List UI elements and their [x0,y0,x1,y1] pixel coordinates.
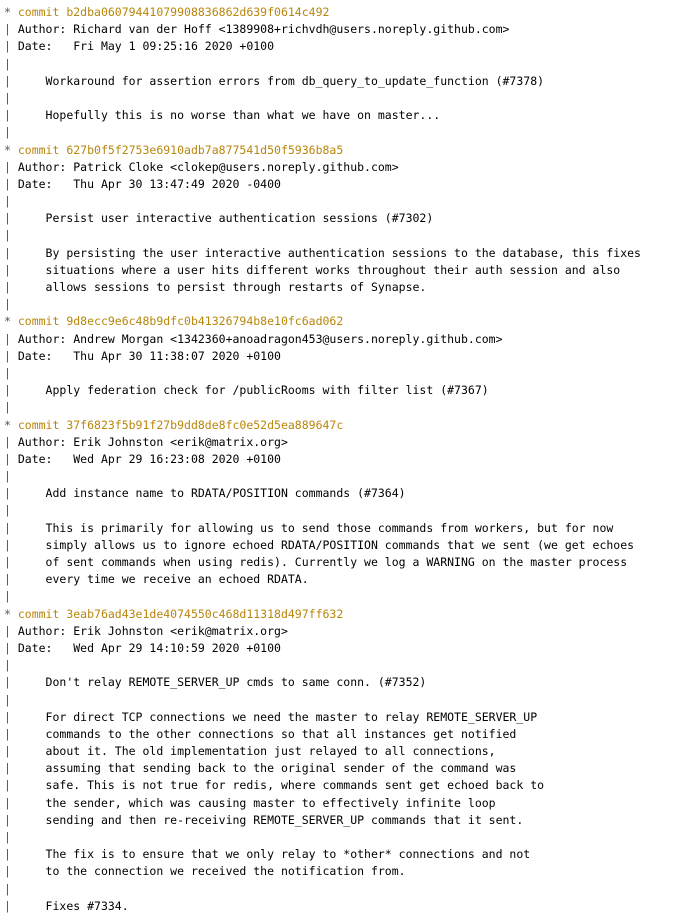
commit-body-line [4,468,692,485]
commit-meta-text: Author: Patrick Cloke <clokep@users.noreply.github.com> [17,159,399,174]
commit-body-line [4,124,692,141]
commit-body-line [4,554,692,571]
commit-message-text: Hopefully this is no worse than what we have on master... [17,108,441,123]
commit-line [4,313,692,330]
graph-pipe: | [4,176,18,191]
commit-body-line [4,485,692,502]
graph-pipe: | [4,589,18,604]
commit-line [4,417,692,434]
commit-meta-line [4,176,692,193]
commit-message-text: Persist user interactive authentication sessions (#7302) [17,211,434,226]
commit-meta-line [4,640,692,657]
commit-meta-line [4,434,692,451]
graph-pipe: | [4,812,18,827]
commit-message-text: sending and then re-receiving REMOTE_SERVER_UP commands that it sent. [17,812,524,827]
commit-message-text: assuming that sending back to the original sender of the command was [17,761,517,776]
commit-message-text: Workaround for assertion errors from db_query_to_update_function (#7378) [17,73,545,88]
commit-meta-text: Author: Erik Johnston <erik@matrix.org> [17,623,288,638]
commit-meta-text: Author: Andrew Morgan <1342360+anoadragon453@users.noreply.github.com> [17,331,503,346]
graph-pipe: | [4,90,18,105]
graph-pipe: | [4,22,18,37]
commit-message-text: By persisting the user interactive authentication sessions to the database, this fixes [17,245,641,260]
graph-pipe: | [4,658,18,673]
commit-body-line [4,881,692,898]
commit-meta-text: Date: Thu Apr 30 13:47:49 2020 -0400 [17,176,281,191]
commit-body-line [4,73,692,90]
commit-body-line [4,245,692,262]
commit-meta-text: Author: Erik Johnston <erik@matrix.org> [17,434,288,449]
commit-body-line [4,193,692,210]
commit-body-line [4,56,692,73]
commit-body-line [4,777,692,794]
commit-body-line [4,262,692,279]
graph-pipe: | [4,537,18,552]
graph-pipe: | [4,486,18,501]
commit-body-line [4,795,692,812]
graph-commit-marker: * [4,5,18,19]
commit-body-line [4,227,692,244]
commit-message-text: of sent commands when using redis). Currently we log a WARNING on the master process [17,555,628,569]
graph-pipe: | [4,159,18,174]
commit-message-text: Don't relay REMOTE_SERVER_UP cmds to same conn. (#7352) [17,675,427,690]
commit-message-text: For direct TCP connections we need the master to relay REMOTE_SERVER_UP [17,709,538,724]
commit-body-line [4,296,692,313]
commit-body-line [4,863,692,880]
commit-hash-text: commit 627b0f5f2753e6910adb7a877541d50f5936b8a5 [17,142,344,157]
commit-body-line [4,502,692,519]
commit-body-line [4,537,692,554]
commit-body-line [4,829,692,846]
graph-pipe: | [4,881,18,896]
graph-pipe: | [4,125,18,140]
graph-pipe: | [4,434,18,449]
graph-pipe: | [4,108,18,123]
commit-meta-line [4,348,692,365]
commit-message-text: safe. This is not true for redis, where commands sent get echoed back to [17,778,545,793]
graph-pipe: | [4,400,18,415]
graph-pipe: | [4,383,18,398]
commit-body-line [4,726,692,743]
graph-pipe: | [4,692,18,707]
commit-meta-line [4,331,692,348]
graph-pipe: | [4,39,18,54]
graph-pipe: | [4,280,18,294]
commit-meta-text: Date: Thu Apr 30 11:38:07 2020 +0100 [17,348,281,363]
commit-line [4,4,692,21]
commit-body-line [4,365,692,382]
graph-pipe: | [4,675,18,690]
graph-pipe: | [4,451,18,466]
commit-message-text: commands to the other connections so that all instances get notified [17,726,517,741]
graph-commit-marker: * [4,417,18,432]
graph-pipe: | [4,56,18,71]
graph-commit-marker: * [4,606,18,621]
graph-pipe: | [4,778,18,793]
commit-message-text: allows sessions to persist through restarts of Synapse. [17,280,427,294]
commit-body-line [4,898,692,915]
commit-hash-text: commit b2dba06079441079908836862d639f0614c492 [17,5,330,19]
commit-message-text: Apply federation check for /publicRooms with filter list (#7367) [17,383,489,398]
graph-pipe: | [4,830,18,844]
commit-body-line [4,657,692,674]
graph-pipe: | [4,262,18,277]
graph-pipe: | [4,795,18,810]
commit-message-text: every time we receive an echoed RDATA. [17,572,309,587]
graph-pipe: | [4,469,18,484]
graph-pipe: | [4,331,18,346]
commit-message-text: This is primarily for allowing us to send those commands from workers, but for now [17,520,614,535]
commit-hash-text: commit 3eab76ad43e1de4074550c468d11318d497ff632 [17,606,344,621]
commit-message-text: The fix is to ensure that we only relay to *other* connections and not [17,847,531,862]
graph-pipe: | [4,194,18,209]
graph-pipe: | [4,847,18,862]
commit-body-line [4,399,692,416]
graph-pipe: | [4,245,18,260]
commit-message-text: about it. The old implementation just relayed to all connections, [17,744,496,759]
commit-body-line [4,743,692,760]
commit-body-line [4,692,692,709]
commit-body-line [4,210,692,227]
graph-pipe: | [4,365,18,380]
graph-pipe: | [4,572,18,587]
graph-pipe: | [4,744,18,759]
graph-pipe: | [4,555,18,569]
commit-meta-text: Author: Richard van der Hoff <1389908+richvdh@users.noreply.github.com> [17,22,510,37]
commit-body-line [4,760,692,777]
commit-message-text: to the connection we received the notification from. [17,864,406,879]
commit-hash-text: commit 9d8ecc9e6c48b9dfc0b41326794b8e10fc6ad062 [17,314,344,329]
commit-meta-line [4,159,692,176]
graph-commit-marker: * [4,142,18,157]
graph-pipe: | [4,520,18,535]
commit-meta-line [4,623,692,640]
commit-meta-text: Date: Wed Apr 29 14:10:59 2020 +0100 [17,640,281,655]
commit-message-text: simply allows us to ignore echoed RDATA/POSITION commands that we sent (we get echoes [17,537,635,552]
graph-pipe: | [4,864,18,879]
commit-message-text: Add instance name to RDATA/POSITION commands (#7364) [17,486,406,501]
commit-message-text: Fixes #7334. [17,898,129,913]
graph-pipe: | [4,726,18,741]
commit-meta-text: Date: Fri May 1 09:25:16 2020 +0100 [17,39,275,54]
commit-meta-line [4,21,692,38]
commit-body-line [4,279,692,296]
commit-body-line [4,107,692,124]
commit-body-line [4,846,692,863]
commit-hash-text: commit 37f6823f5b91f27b9dd8de8fc0e52d5ea889647c [17,417,344,432]
commit-body-line [4,90,692,107]
commit-line [4,142,692,159]
graph-pipe: | [4,623,18,638]
graph-pipe: | [4,211,18,226]
commit-body-line [4,674,692,691]
commit-message-text: situations where a user hits different works throughout their auth session and also [17,262,621,277]
commit-body-line [4,812,692,829]
graph-pipe: | [4,709,18,724]
commit-message-text: the sender, which was causing master to effectively infinite loop [17,795,496,810]
graph-commit-marker: * [4,314,18,329]
graph-pipe: | [4,73,18,88]
commit-body-line [4,709,692,726]
commit-line [4,606,692,623]
graph-pipe: | [4,348,18,363]
graph-pipe: | [4,761,18,776]
graph-pipe: | [4,228,18,243]
commit-meta-text: Date: Wed Apr 29 16:23:08 2020 +0100 [17,451,281,466]
graph-pipe: | [4,297,18,312]
commit-body-line [4,588,692,605]
commit-body-line [4,571,692,588]
commit-body-line [4,520,692,537]
graph-pipe: | [4,503,18,518]
commit-body-line [4,382,692,399]
commit-meta-line [4,451,692,468]
graph-pipe: | [4,898,18,913]
commit-meta-line [4,38,692,55]
graph-pipe: | [4,640,18,655]
